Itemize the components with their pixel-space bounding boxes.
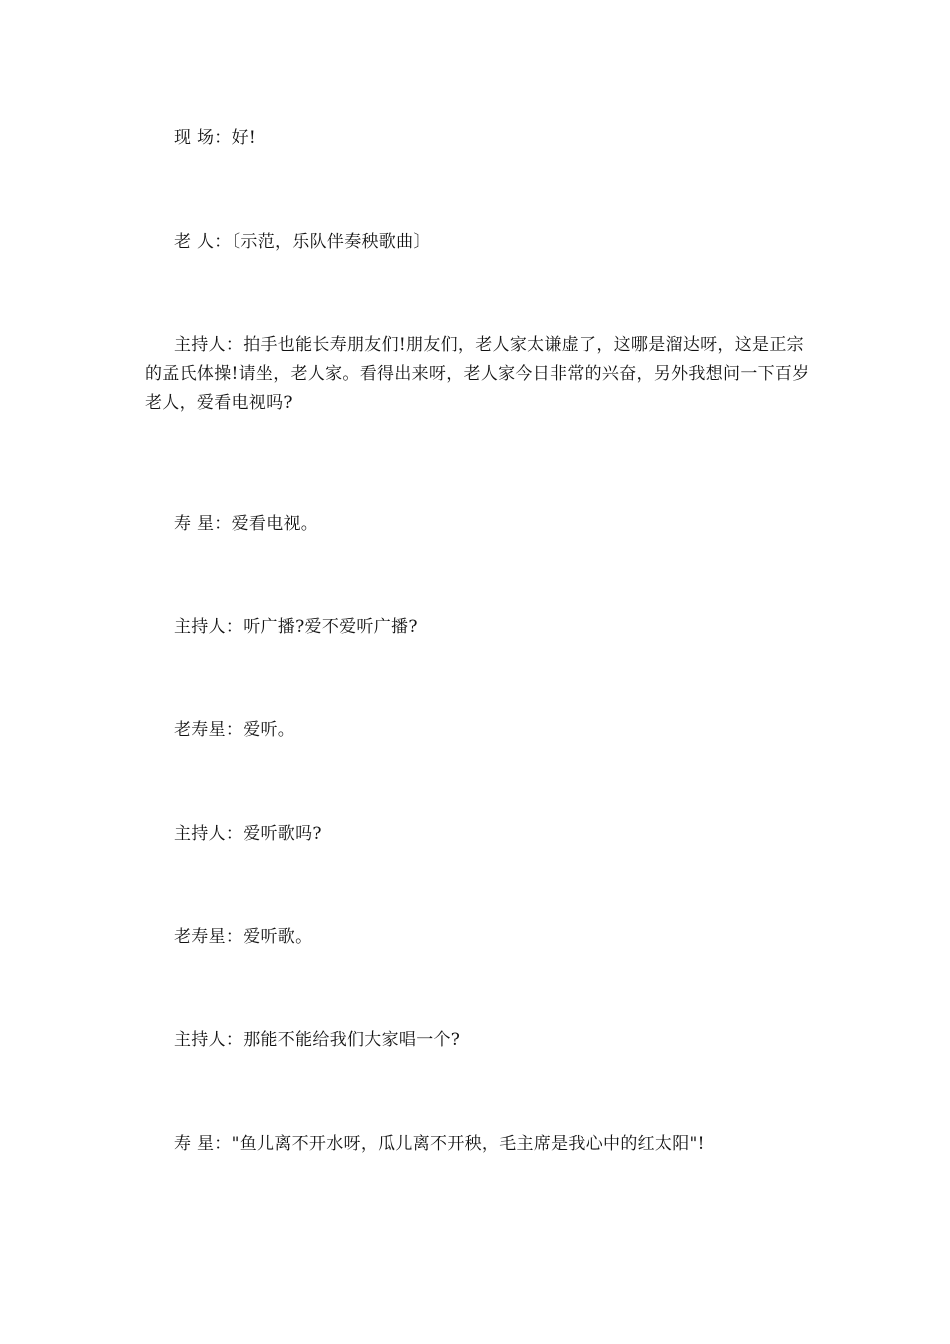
dialogue-line: 主持人：爱听歌吗?: [174, 824, 322, 844]
dialogue-line: 主持人：那能不能给我们大家唱一个?: [174, 1030, 461, 1050]
dialogue-line: 老寿星：爱听歌。: [174, 927, 313, 947]
dialogue-line: 寿 星：爱看电视。: [174, 514, 319, 534]
dialogue-line: 主持人：拍手也能长寿朋友们!朋友们，老人家太谦虚了，这哪是溜达呀，这是正宗的孟氏体操!请坐，老人家。看得出来呀，老人家今日非常的兴奋，另外我想问一下百岁老人，爱看电视吗?: [145, 335, 810, 413]
dialogue-line: 老寿星：爱听。: [174, 720, 296, 740]
dialogue-line: 寿 星："鱼儿离不开水呀，瓜儿离不开秧，毛主席是我心中的红太阳"!: [174, 1134, 705, 1154]
dialogue-line: 现 场：好!: [174, 128, 257, 148]
dialogue-line: 老 人：〔示范，乐队伴奏秧歌曲〕: [174, 232, 431, 252]
dialogue-line: 主持人：听广播?爱不爱听广播?: [174, 617, 418, 637]
